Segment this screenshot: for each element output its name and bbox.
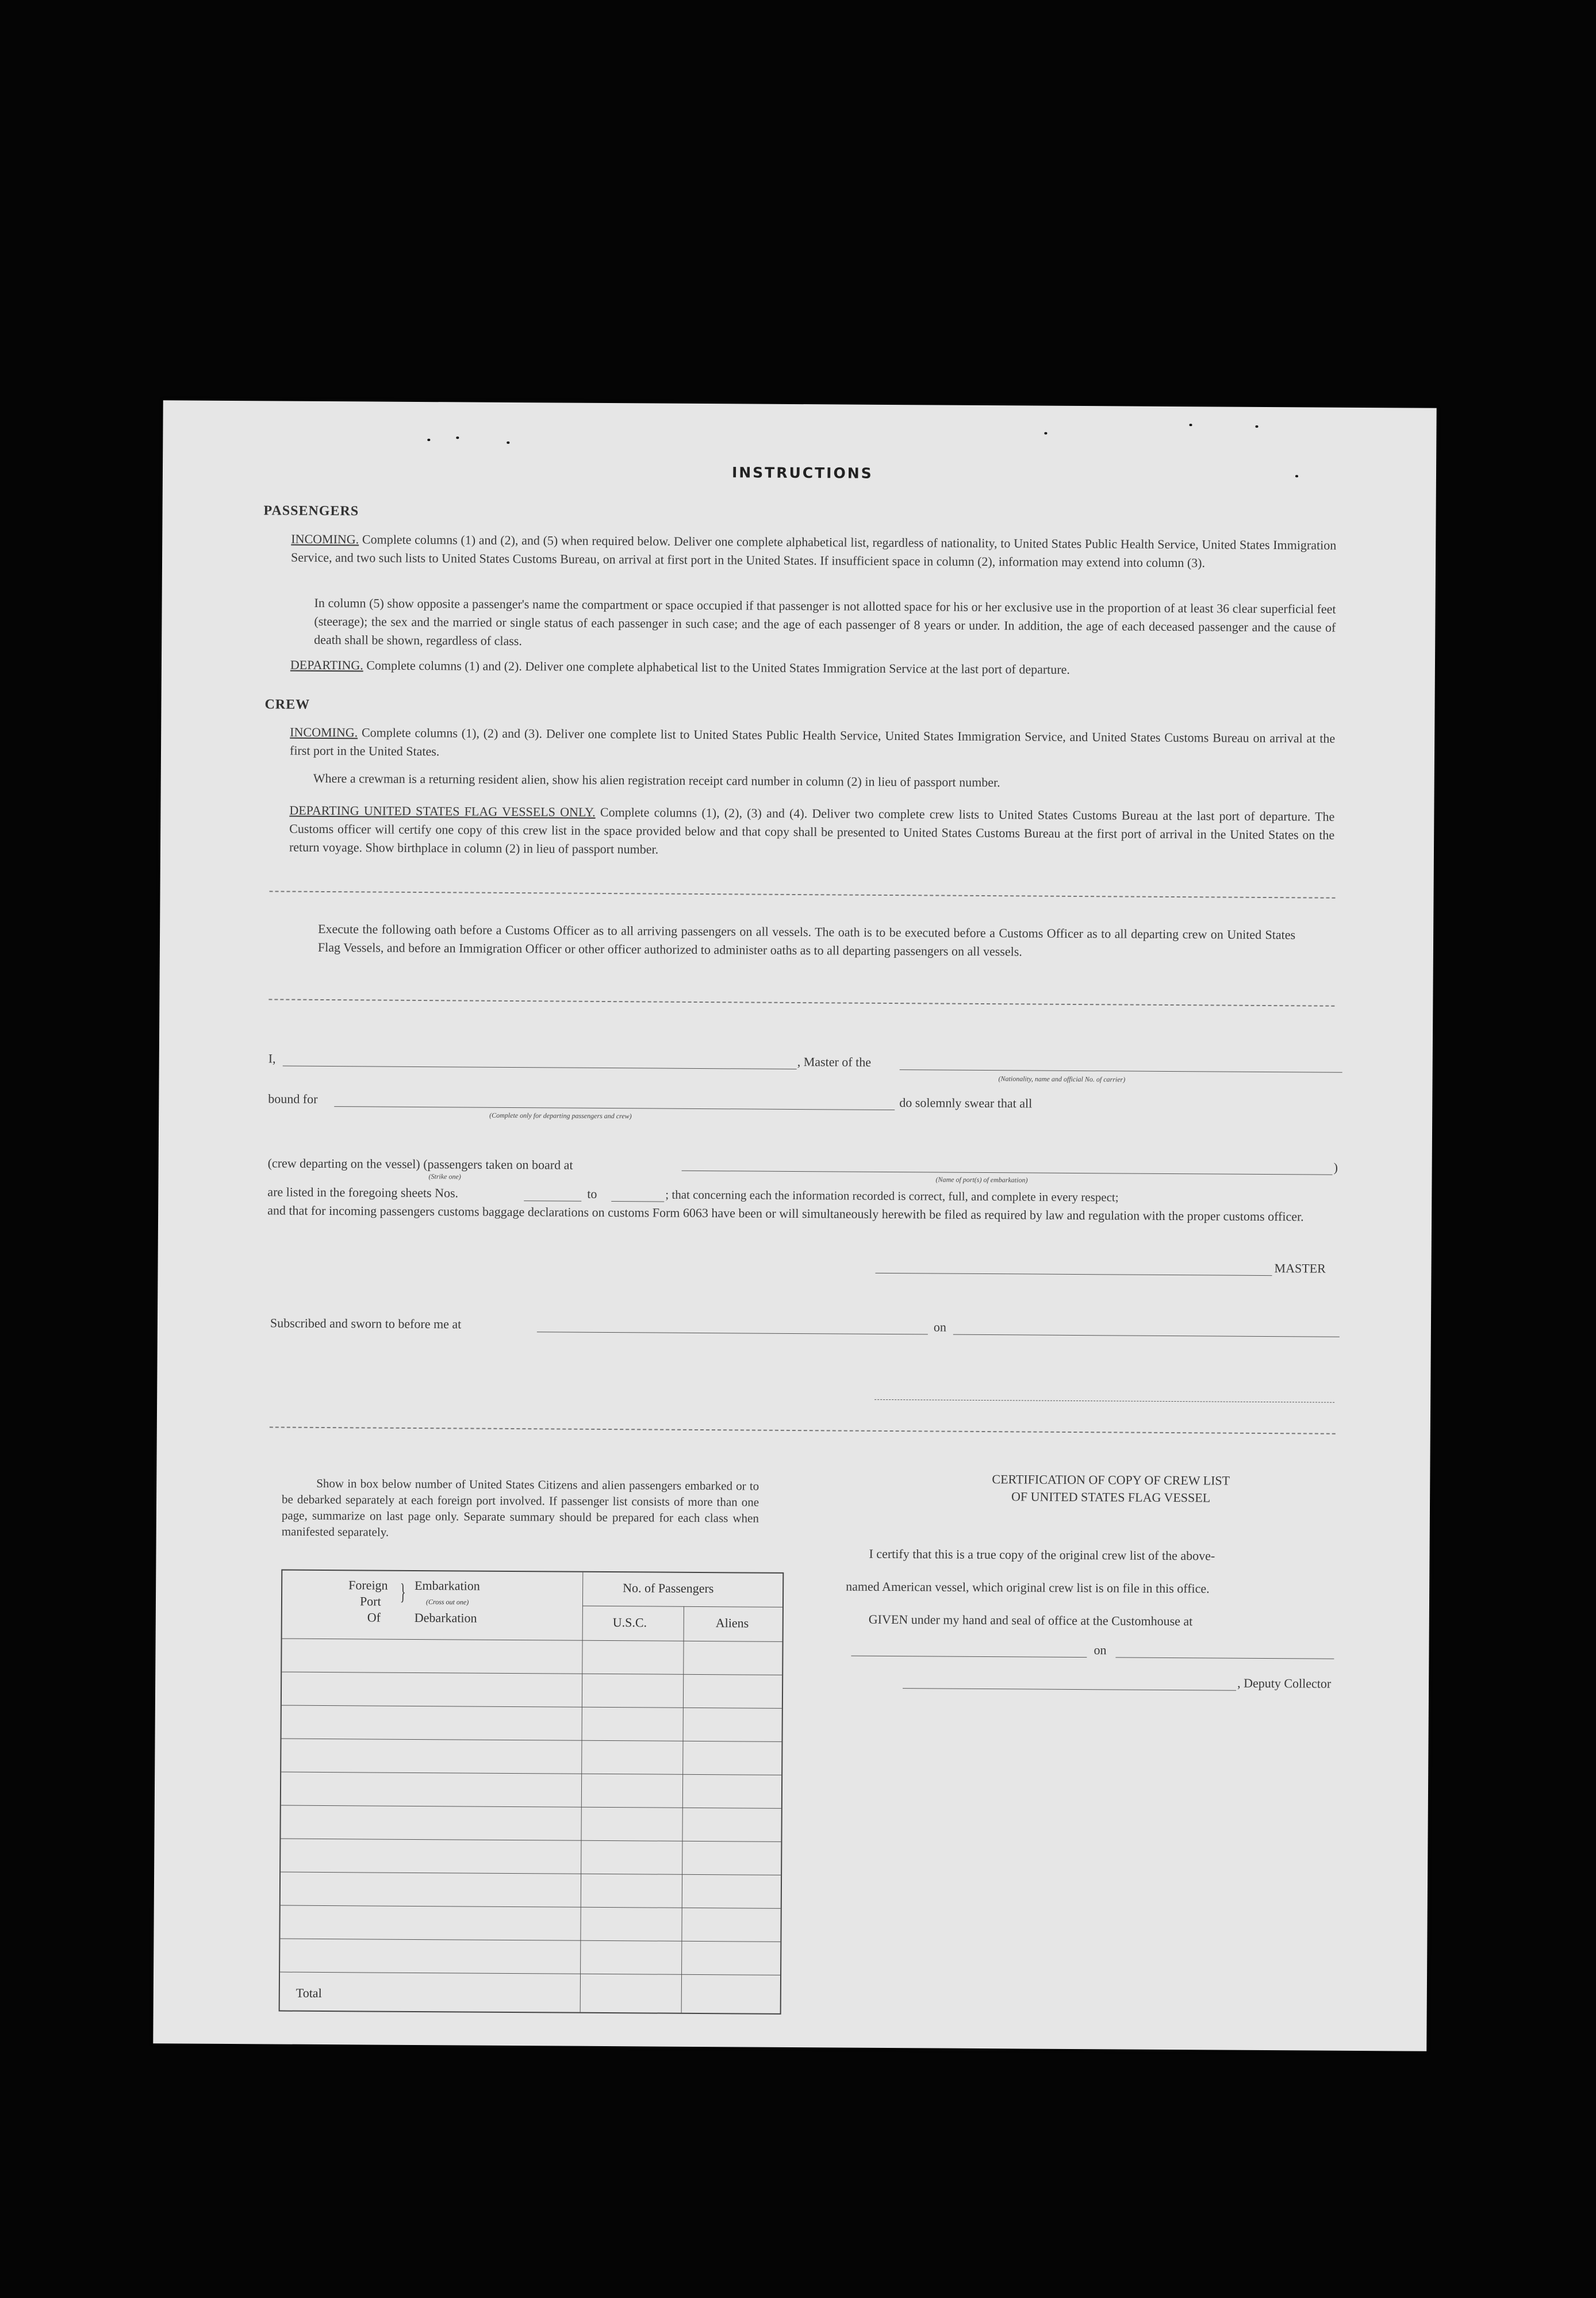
crew-departing-text: (crew departing on the vessel) (passengers taken on board at xyxy=(267,1156,573,1172)
ports-note: (Name of port(s) of embarkation) xyxy=(935,1175,1028,1184)
crew-incoming-text: Complete columns (1), (2) and (3). Deliver one complete list to United States Public Health Service, United States Immigration Service, and United States Customs Bureau on arrival at the first port in the United States. xyxy=(289,725,1336,759)
bound-for-field[interactable] xyxy=(334,1106,895,1110)
deputy-collector-label: , Deputy Collector xyxy=(1237,1675,1332,1691)
master-name-field[interactable] xyxy=(283,1066,797,1069)
document-page xyxy=(153,400,1436,2051)
page-title: INSTRUCTIONS xyxy=(731,464,873,482)
section-divider xyxy=(270,891,1336,898)
table-row-divider xyxy=(281,1872,781,1875)
scan-speck xyxy=(1295,475,1298,477)
passengers-departing-label: DEPARTING. xyxy=(290,657,363,673)
certification-line-3: GIVEN under my hand and seal of office at the Customhouse at xyxy=(868,1612,1193,1629)
table-row-divider xyxy=(282,1739,782,1742)
embarkation-ports-field[interactable] xyxy=(682,1171,1333,1175)
certification-title-1: CERTIFICATION OF COPY OF CREW LIST xyxy=(992,1472,1230,1488)
summary-instructions: Show in box below number of United States Citizens and alien passengers embarked or to be debarked separately at each foreign port involved. If passenger list consists of more than one page, summarize on last page only. Separate summary should be prepared for each class when manifested separately. xyxy=(281,1476,759,1539)
crew-incoming-label: INCOMING. xyxy=(290,724,358,740)
certification-line-2: named American vessel, which original crew list is on file in this office. xyxy=(846,1579,1210,1596)
scan-speck xyxy=(427,439,430,441)
scan-speck xyxy=(507,442,509,444)
header-of: Of xyxy=(367,1610,381,1625)
scan-speck xyxy=(1190,424,1192,426)
certification-date-field[interactable] xyxy=(1115,1657,1334,1659)
table-row-divider xyxy=(282,1672,782,1675)
officer-signature-field[interactable] xyxy=(874,1399,1334,1403)
scan-speck xyxy=(456,436,459,439)
sworn-location-field[interactable] xyxy=(537,1332,928,1334)
listed-sheets-text: ; that concerning each the information recorded is correct, full, and complete in every respect; xyxy=(665,1187,1119,1204)
sheet-to-label: to xyxy=(587,1186,597,1201)
bound-for-note: (Complete only for departing passengers and crew) xyxy=(489,1111,632,1121)
header-embarkation: Embarkation xyxy=(415,1578,480,1593)
header-usc: U.S.C. xyxy=(612,1615,647,1630)
table-row-divider xyxy=(281,1905,781,1909)
header-aliens: Aliens xyxy=(715,1616,749,1631)
table-row-divider xyxy=(282,1639,782,1642)
certification-line-1: I certify that this is a true copy of the original crew list of the above- xyxy=(869,1546,1215,1563)
master-signature-field[interactable] xyxy=(875,1273,1272,1276)
sheet-from-field[interactable] xyxy=(524,1200,581,1202)
deputy-signature-field[interactable] xyxy=(903,1688,1236,1691)
certification-title-2: OF UNITED STATES FLAG VESSEL xyxy=(1011,1489,1211,1505)
table-row-divider xyxy=(280,1939,780,1942)
header-cross-out: (Cross out one) xyxy=(425,1598,469,1606)
customhouse-field[interactable] xyxy=(851,1656,1087,1658)
header-port: Port xyxy=(359,1594,381,1609)
table-row-divider xyxy=(281,1839,781,1842)
section-divider xyxy=(268,999,1334,1006)
header-no-passengers: No. of Passengers xyxy=(623,1580,714,1596)
crew-incoming-paragraph xyxy=(290,723,1335,766)
total-label: Total xyxy=(296,1985,322,2000)
section-divider xyxy=(270,1426,1336,1434)
table-row-divider xyxy=(281,1772,781,1775)
passengers-incoming-paragraph xyxy=(291,530,1336,573)
scan-speck xyxy=(1255,425,1258,428)
passengers-departing-paragraph xyxy=(290,656,1336,681)
table-row-divider xyxy=(282,1705,782,1709)
crew-resident-paragraph: Where a crewman is a returning resident alien, show his alien registration receipt card number in column (2) in lieu of passport number. xyxy=(313,770,1000,790)
bound-for-label: bound for xyxy=(268,1091,318,1106)
oath-i-label: I, xyxy=(268,1051,276,1066)
vessel-field[interactable] xyxy=(900,1069,1342,1073)
subscribed-label: Subscribed and sworn to before me at xyxy=(270,1315,462,1332)
close-paren: ) xyxy=(1333,1160,1338,1175)
master-label: MASTER xyxy=(1274,1261,1326,1276)
table-row-divider xyxy=(281,1805,781,1809)
table-subheader-divider xyxy=(582,1606,782,1608)
sworn-on-label: on xyxy=(933,1319,947,1334)
header-debarkation: Debarkation xyxy=(414,1610,477,1625)
passengers-heading: PASSENGERS xyxy=(263,503,359,519)
crew-departing-text: Complete columns (1), (2), (3) and (4). Deliver two complete crew lists to United States Customs Bureau at the last port of departure. The Customs officer will certify one copy of this crew list in the space provided below and that copy shall be presented to United States Customs Bureau at the first port of arrival in the United States on the return voyage. Show birthplace in column (2) in lieu of passport number. xyxy=(289,804,1335,857)
sheet-to-field[interactable] xyxy=(611,1201,664,1202)
passengers-incoming-label: INCOMING. xyxy=(291,531,359,547)
swear-text: do solemnly swear that all xyxy=(899,1095,1033,1111)
crew-departing-paragraph xyxy=(289,801,1335,863)
passengers-incoming-text: Complete columns (1) and (2), and (5) when required below. Deliver one complete alphabetical list, regardless of nationality, to United States Public Health Service, United States Immigration Service, and two such lists to United States Customs Bureau, on arrival at first port in the United States. If insufficient space in column (2), information may extend into column (3). xyxy=(291,532,1337,570)
header-foreign: Foreign xyxy=(348,1578,388,1593)
table-row-divider xyxy=(280,1972,780,1975)
scan-speck xyxy=(1044,432,1047,435)
listed-sheets-label: are listed in the foregoing sheets Nos. xyxy=(267,1184,459,1200)
crew-heading: CREW xyxy=(264,697,310,712)
passengers-departing-text: Complete columns (1) and (2). Deliver one complete alphabetical list to the United States Immigration Service at the last port of departure. xyxy=(366,658,1071,677)
master-of-label: , Master of the xyxy=(797,1054,872,1069)
passengers-column5-paragraph: In column (5) show opposite a passenger's name the compartment or space occupied if that passenger is not allotted space for his or her exclusive use in the proportion of at least 36 clear superficial feet (steerage); the sex and the married or single status of each passenger in such case; and the age of each passenger of 8 years or under. In addition, the age of each deceased passenger and the cause of death shall be shown, regardless of class. xyxy=(314,595,1336,649)
brace-icon: } xyxy=(400,1578,406,1605)
crew-departing-label: DEPARTING UNITED STATES FLAG VESSELS ONLY. xyxy=(289,803,596,819)
oath-intro: Execute the following oath before a Customs Officer as to all arriving passengers on all vessels. The oath is to be executed before a Customs Officer as to all departing crew on United States Flag Vessels, and before an Immigration Officer or other officer authorized to administer oaths as to all departing passengers on all vessels. xyxy=(317,921,1296,959)
nationality-note: (Nationality, name and official No. of carrier) xyxy=(998,1075,1126,1084)
table-column-divider xyxy=(580,1572,584,2012)
listed-sheets-text-continued: and that for incoming passengers customs baggage declarations on customs Form 6063 have been or will simultaneously herewith be filed as required by law and regulation with the proper customs officer. xyxy=(267,1203,1304,1224)
table-column-divider xyxy=(681,1606,684,2013)
strike-one-note: (Strike one) xyxy=(428,1172,461,1181)
certification-on-label: on xyxy=(1094,1643,1107,1658)
passenger-summary-table xyxy=(279,1570,784,2015)
sworn-date-field[interactable] xyxy=(953,1334,1340,1337)
